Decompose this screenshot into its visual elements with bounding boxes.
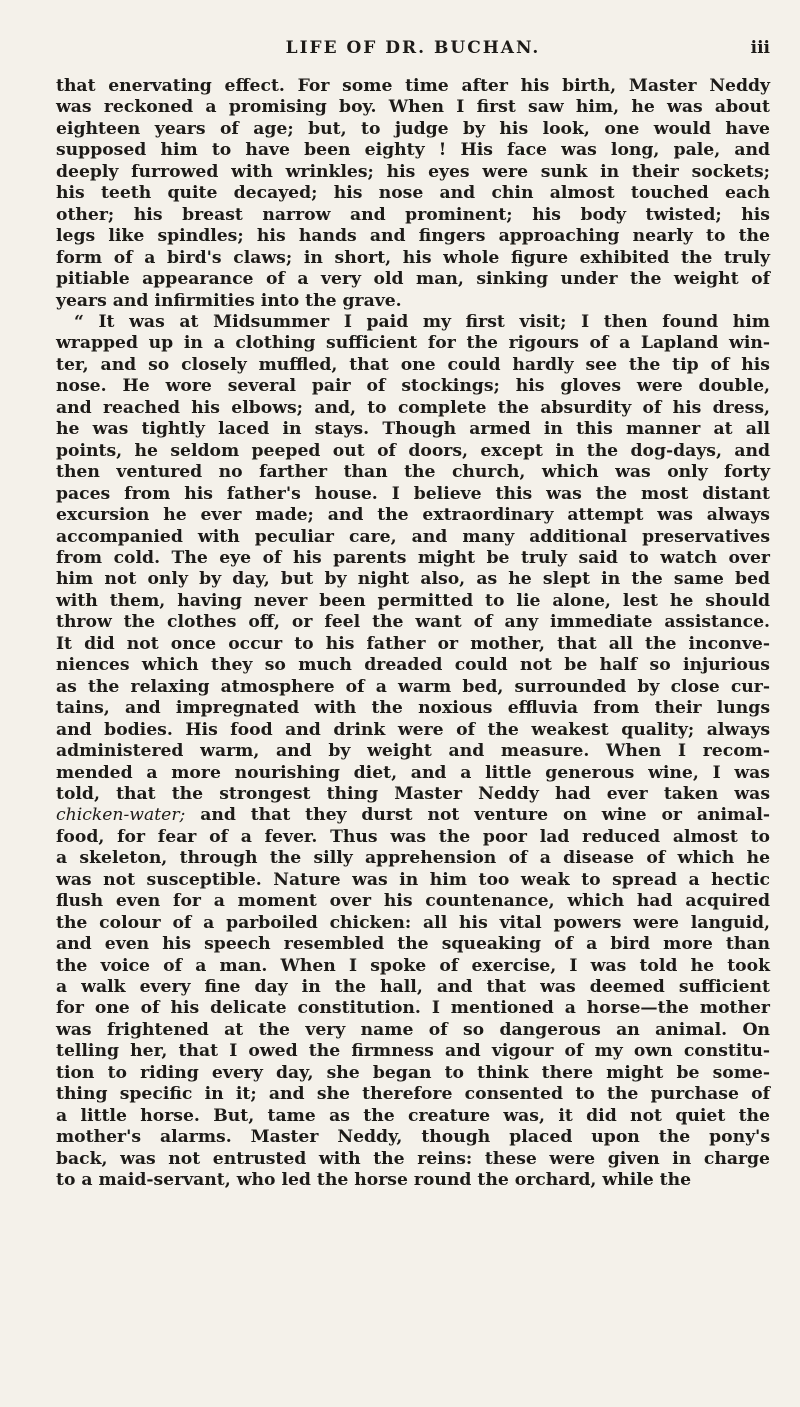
text-line: for one of his delicate constitution. I mentioned a horse—the mother — [56, 998, 770, 1019]
text-line: from cold. The eye of his parents might be truly said to watch over — [56, 547, 770, 568]
text-line: then ventured no farther than the church, which was only forty — [56, 462, 770, 483]
text-line: that enervating effect. For some time after his birth, Master Neddy — [56, 76, 770, 96]
page-number: iii — [750, 38, 770, 58]
running-title: LIFE OF DR. BUCHAN. — [285, 38, 541, 58]
text-line: eighteen years of age; but, to judge by his look, one would have — [56, 118, 770, 139]
text-line: form of a bird's claws; in short, his whole figure exhibited the truly — [56, 247, 770, 268]
text-line: It did not once occur to his father or mother, that all the inconve- — [56, 633, 770, 654]
text-line: food, for fear of a fever. Thus was the poor lad reduced almost to — [56, 826, 770, 847]
text-line: to a maid-servant, who led the horse round the orchard, while the — [56, 1170, 692, 1191]
text-line: his teeth quite decayed; his nose and chin almost touched each — [56, 183, 770, 204]
text-line: was reckoned a promising boy. When I first saw him, he was about — [56, 97, 770, 118]
body-text — [56, 76, 770, 1192]
text-line: deeply furrowed with wrinkles; his eyes were sunk in their sockets; — [56, 161, 770, 182]
text-line: a skeleton, through the silly apprehension of a disease of which he — [56, 848, 770, 869]
text-line: supposed him to have been eighty ! His face was long, pale, and — [56, 140, 770, 161]
text-line: ter, and so closely muffled, that one could hardly see the tip of his — [56, 354, 770, 375]
text-line: and even his speech resembled the squeaking of a bird more than — [56, 934, 770, 955]
text-line: told, that the strongest thing Master Neddy had ever taken was — [56, 783, 770, 804]
text-line: and reached his elbows; and, to complete the absurdity of his dress, — [56, 397, 770, 418]
text-line: administered warm, and by weight and measure. When I recom- — [56, 741, 770, 762]
text-line: other; his breast narrow and prominent; his body twisted; his — [56, 204, 770, 225]
text-line: “ It was at Midsummer I paid my first visit; I then found him — [74, 311, 770, 332]
text-line: as the relaxing atmosphere of a warm bed, surrounded by close cur- — [56, 676, 770, 697]
text-line: years and infirmities into the grave. — [56, 290, 402, 311]
text-line: with them, having never been permitted to lie alone, lest he should — [56, 590, 770, 611]
text-line: mended a more nourishing diet, and a little generous wine, I was — [56, 762, 770, 783]
text-line: throw the clothes off, or feel the want of any immediate assistance. — [56, 612, 770, 633]
text-line: tains, and impregnated with the noxious effluvia from their lungs — [56, 698, 770, 719]
running-head — [56, 38, 770, 66]
text-line: paces from his father's house. I believe this was the most distant — [56, 483, 770, 504]
text-line: telling her, that I owed the firmness and vigour of my own constitu- — [56, 1041, 770, 1062]
text-line: tion to riding every day, she began to think there might be some- — [56, 1062, 770, 1083]
text-line: niences which they so much dreaded could not be half so injurious — [56, 655, 770, 676]
text-line: points, he seldom peeped out of doors, except in the dog-days, and — [56, 440, 770, 461]
text-line: mother's alarms. Master Neddy, though placed upon the pony's — [56, 1127, 770, 1148]
text-line: a walk every fine day in the hall, and that was deemed sufficient — [56, 977, 770, 998]
text-line: accompanied with peculiar care, and many additional preservatives — [56, 526, 770, 547]
text-line: the voice of a man. When I spoke of exercise, I was told he took — [56, 955, 770, 976]
text-line: was frightened at the very name of so dangerous an animal. On — [56, 1019, 770, 1040]
text-line: chicken-water; and that they durst not venture on wine or animal- — [56, 805, 770, 826]
text-line: pitiable appearance of a very old man, sinking under the weight of — [56, 269, 770, 290]
text-line: a little horse. But, tame as the creature was, it did not quiet the — [56, 1105, 770, 1126]
text-line: flush even for a moment over his countenance, which had acquired — [56, 891, 770, 912]
text-line: excursion he ever made; and the extraordinary attempt was always — [56, 505, 770, 526]
text-line: wrapped up in a clothing sufficient for the rigours of a Lapland win- — [56, 333, 770, 354]
text-line: he was tightly laced in stays. Though armed in this manner at all — [56, 419, 770, 440]
text-line: back, was not entrusted with the reins: these were given in charge — [56, 1148, 770, 1169]
text-line: and bodies. His food and drink were of the weakest quality; always — [56, 719, 770, 740]
text-line: legs like spindles; his hands and fingers approaching nearly to the — [56, 226, 770, 247]
text-line: him not only by day, but by night also, as he slept in the same bed — [56, 569, 770, 590]
text-line: nose. He wore several pair of stockings; his gloves were double, — [56, 376, 770, 397]
text-line: the colour of a parboiled chicken: all his vital powers were languid, — [56, 912, 770, 933]
text-line: was not susceptible. Nature was in him too weak to spread a hectic — [56, 869, 770, 890]
text-line: thing specific in it; and she therefore consented to the purchase of — [56, 1084, 770, 1105]
